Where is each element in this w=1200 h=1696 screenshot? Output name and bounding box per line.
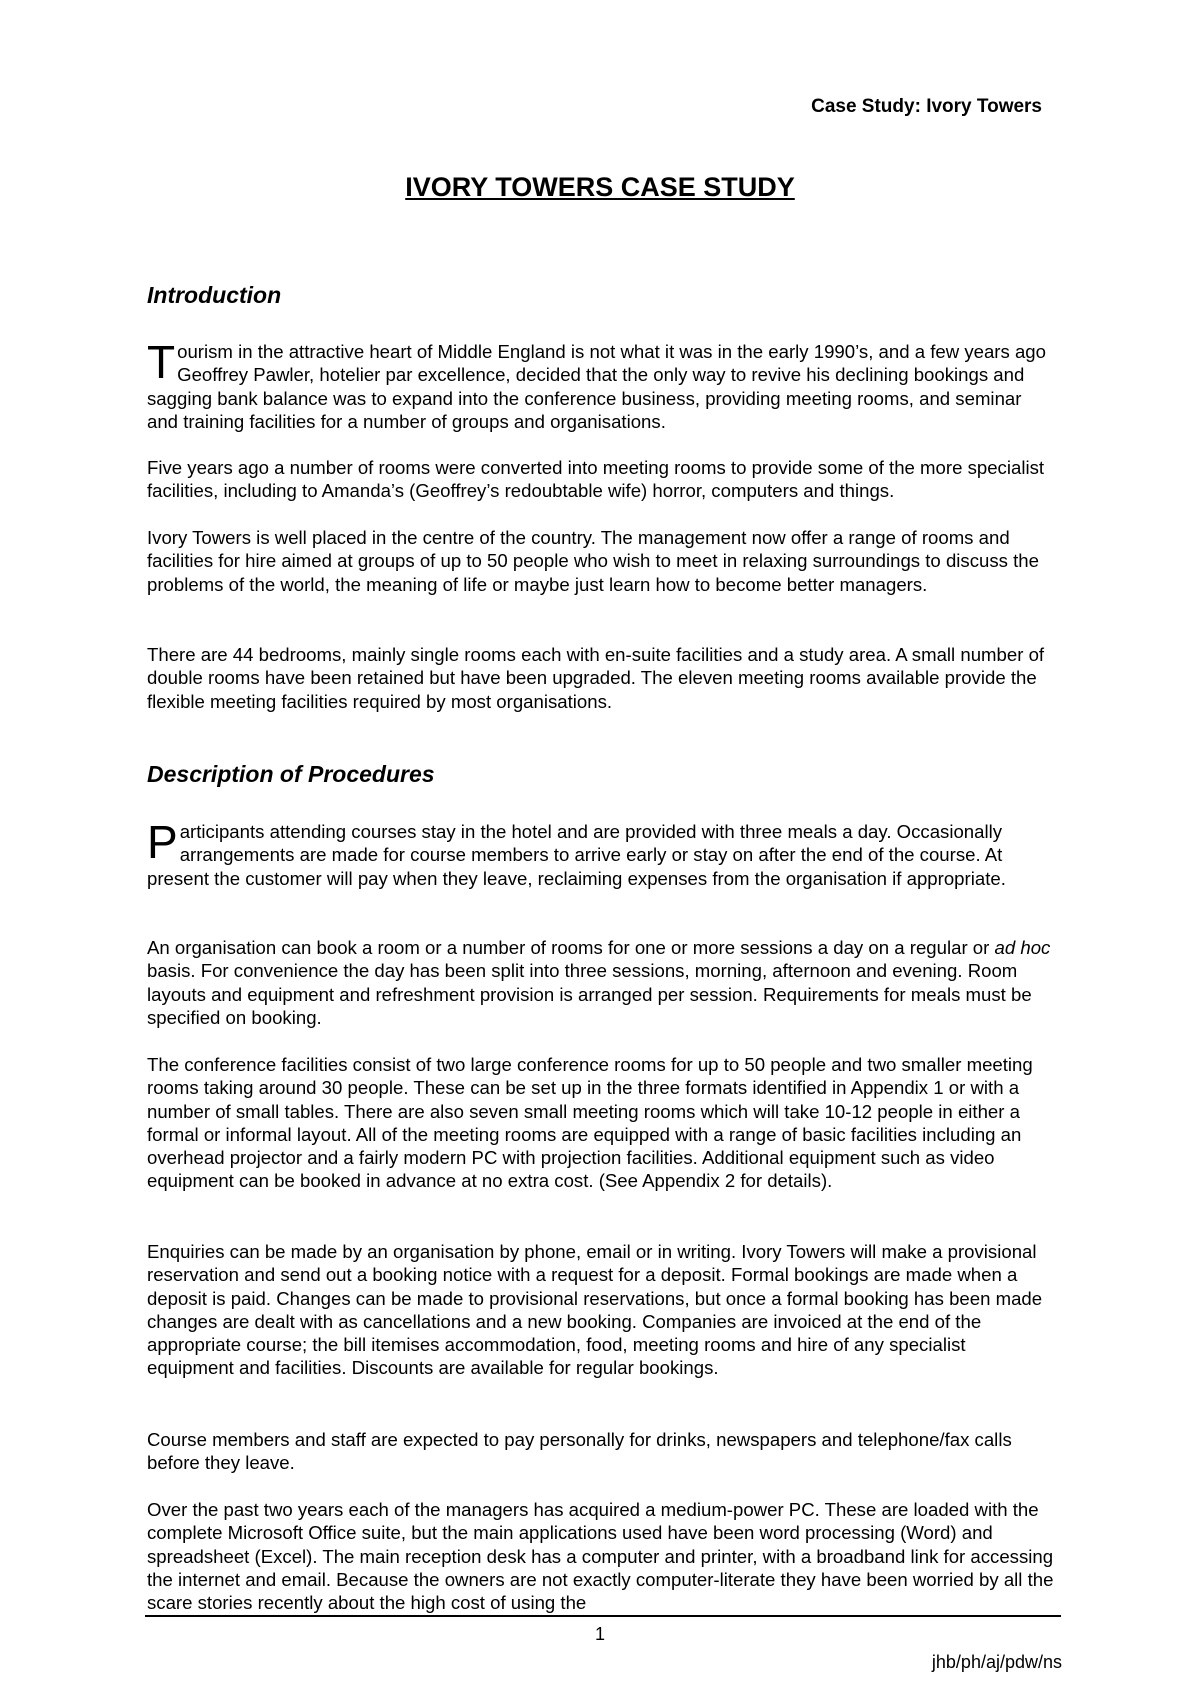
procedures-paragraph-5: Course members and staff are expected to pay personally for drinks, newspapers and telephone/fax calls before they leave. [147, 1429, 1012, 1474]
procedures-paragraph-2-emphasis: ad hoc [994, 937, 1051, 958]
document-title: IVORY TOWERS CASE STUDY [405, 172, 795, 202]
running-header: Case Study: Ivory Towers [811, 96, 1042, 117]
intro-paragraph-2: Five years ago a number of rooms were converted into meeting rooms to provide some of the more specialist facilities, including to Amanda’s (Geoffrey’s redoubtable wife) horror, computers and things. [147, 457, 1045, 502]
intro-paragraph-3: Ivory Towers is well placed in the centre of the country. The management now offer a range of rooms and facilities for hire aimed at groups of up to 50 people who wish to meet in relaxing surroundings to discuss the problems of the world, the meaning of life or maybe just learn how to become better managers. [147, 527, 1039, 595]
intro-paragraph-1-text: ourism in the attractive heart of Middle England is not what it was in the early 1990’s, and a few years ago Geoffrey Pawler, hotelier par excellence, decided that the only way to revive his declining bookings and sagging bank balance was to expand into the conference business, providing meeting rooms, and seminar and training facilities for a number of groups and organisations. [147, 341, 1046, 432]
procedures-paragraph-1-text: articipants attending courses stay in the hotel and are provided with three meals a day. Occasionally arrangements are made for course members to arrive early or stay on after the end of the course. At present the customer will pay when they leave, reclaiming expenses from the organisation if appropriate. [147, 821, 1006, 889]
intro-paragraph-1 [147, 336, 1057, 433]
procedures-paragraph-6: Over the past two years each of the managers has acquired a medium-power PC. These are loaded with the complete Microsoft Office suite, but the main applications used have been word processing (Word) and spreadsheet (Excel). The main reception desk has a computer and printer, with a broadband link for accessing the internet and email. Because the owners are not exactly computer-literate they have been worried by all the scare stories recently about the high cost of using the [147, 1499, 1054, 1614]
page-number: 1 [594, 1624, 605, 1644]
footer-rule [145, 1615, 1061, 1617]
procedures-paragraph-4: Enquiries can be made by an organisation by phone, email or in writing. Ivory Towers will make a provisional reservation and send out a booking notice with a request for a deposit. Formal bookings are made when a deposit is paid. Changes can be made to provisional reservations, but once a formal booking has been made changes are dealt with as cancellations and a new booking. Companies are invoiced at the end of the appropriate course; the bill itemises accommodation, food, meeting rooms and hire of any specialist equipment and facilities. Discounts are available for regular bookings. [147, 1241, 1043, 1379]
dropcap-letter: T [147, 336, 176, 388]
procedures-paragraph-3: The conference facilities consist of two large conference rooms for up to 50 people and two smaller meeting rooms taking around 30 people. These can be set up in the three formats identified in Appendix 1 or with a number of small tables. There are also seven small meeting rooms which will take 10-12 people in either a formal or informal layout. All of the meeting rooms are equipped with a range of basic facilities including an overhead projector and a fairly modern PC with projection facilities. Additional equipment such as video equipment can be booked in advance at no extra cost. (See Appendix 2 for details). [147, 1054, 1033, 1192]
document-reference: jhb/ph/aj/pdw/ns [931, 1652, 1062, 1672]
procedures-paragraph-2 [147, 936, 1057, 1029]
dropcap-letter: P [147, 816, 178, 868]
section-heading-procedures: Description of Procedures [147, 761, 435, 787]
intro-paragraph-4: There are 44 bedrooms, mainly single rooms each with en-suite facilities and a study area. A small number of double rooms have been retained but have been upgraded. The eleven meeting rooms available provide the flexible meeting facilities required by most organisations. [147, 644, 1045, 712]
procedures-paragraph-2-text-a: An organisation can book a room or a number of rooms for one or more sessions a day on a regular or [147, 937, 995, 958]
procedures-paragraph-1 [147, 816, 1057, 890]
procedures-paragraph-2-text-b: basis. For convenience the day has been split into three sessions, morning, afternoon and evening. Room layouts and equipment and refreshment provision is arranged per session. Requirements for meals must be specified on booking. [147, 960, 1032, 1028]
section-heading-introduction: Introduction [147, 282, 282, 308]
